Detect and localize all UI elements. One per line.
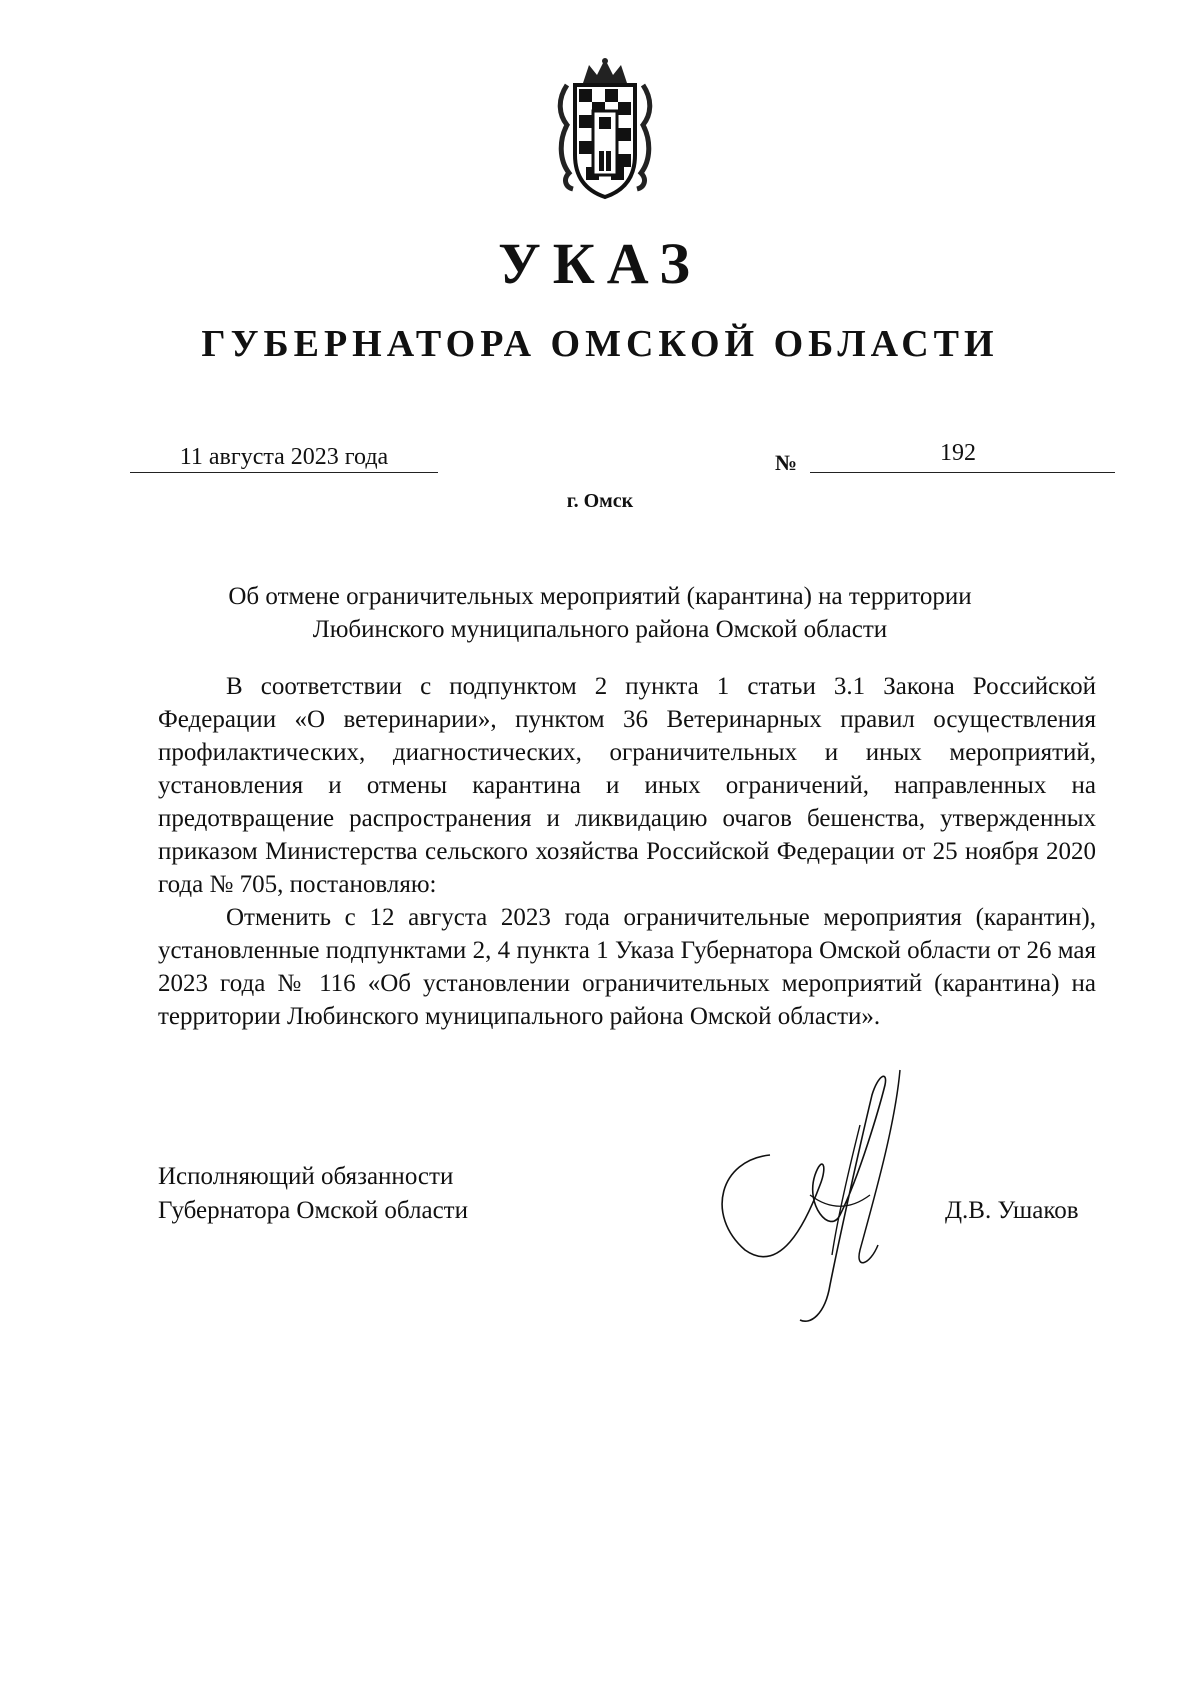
decree-number-field — [810, 440, 1115, 473]
issuer-title: ГУБЕРНАТОРА ОМСКОЙ ОБЛАСТИ — [201, 323, 999, 365]
coat-of-arms-icon — [553, 55, 657, 200]
signatory-name: Д.В. Ушаков — [945, 1197, 1079, 1224]
document-type-title: УКАЗ — [498, 231, 702, 296]
body-paragraph: В соответствии с подпунктом 2 пункта 1 статьи 3.1 Закона Российской Федерации «О ветеринарии», пунктом 36 Ветеринарных правил осуществления профилактических, диагностических, ограничительных и иных мероприятий, установления и отмены карантина и иных ограничений, направленных на предотвращение распространения и ликвидацию очагов бешенства, утвержденных приказом Министерства сельского хозяйства Российской Федерации от 25 ноября 2020 года № 705, постановляю: — [158, 673, 1096, 898]
signatory-position-line: Губернатора Омской области — [158, 1197, 468, 1224]
number-sign: № — [775, 450, 798, 475]
decree-city: г. Омск — [566, 490, 634, 512]
handwritten-signature — [710, 1065, 960, 1325]
decree-body — [158, 670, 1096, 1033]
decree-date: 11 августа 2023 года — [130, 442, 438, 473]
signatory-position-line: Исполняющий обязанности — [158, 1163, 454, 1190]
decree-number: 192 — [940, 440, 976, 466]
decree-subject: Об отмене ограничительных мероприятий (карантина) на территории Любинского муниципального района Омской области — [228, 583, 972, 643]
signatory-position — [158, 1160, 468, 1228]
body-paragraph: Отменить с 12 августа 2023 года ограничительные мероприятия (карантин), установленные подпунктами 2, 4 пункта 1 Указа Губернатора Омской области от 26 мая 2023 года № 116 «Об установлении ограничительных мероприятий (карантина) на территории Любинского муниципального района Омской области». — [158, 904, 1096, 1030]
